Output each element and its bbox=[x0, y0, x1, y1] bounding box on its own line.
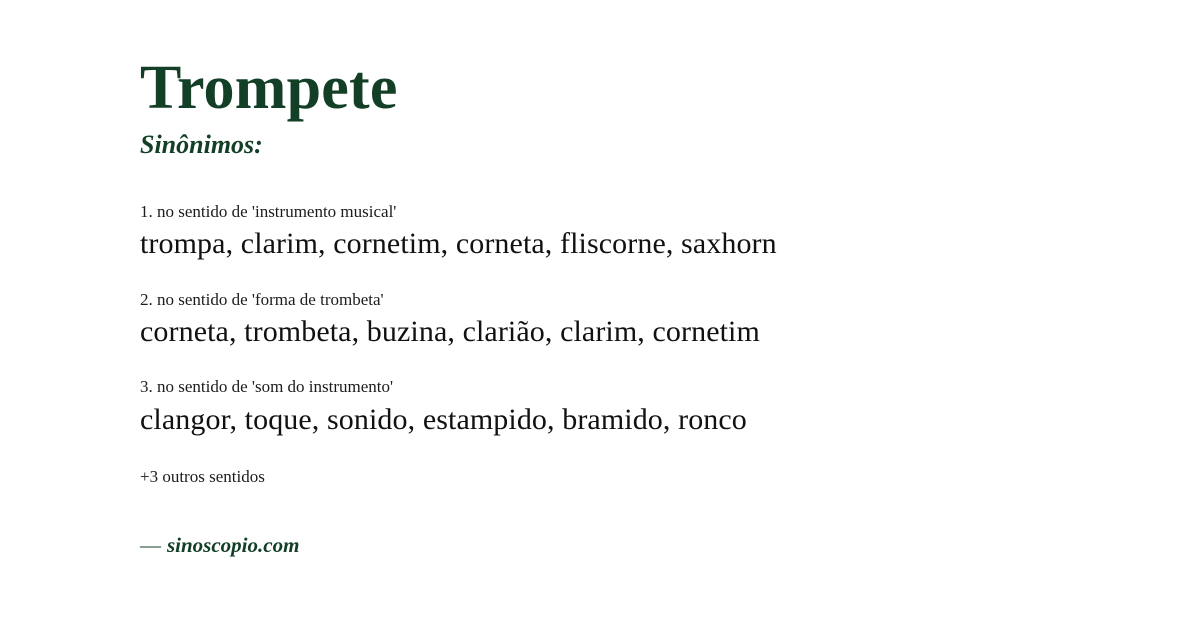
sense-entry bbox=[140, 202, 1120, 263]
sense-synonyms: clangor, toque, sonido, estampido, bramido, ronco bbox=[140, 402, 747, 436]
sense-label: 3. no sentido de 'som do instrumento' bbox=[140, 377, 394, 397]
source-attribution bbox=[140, 533, 1120, 558]
sense-entry bbox=[140, 290, 1120, 351]
page-title: Trompete bbox=[140, 54, 398, 122]
more-senses-note: +3 outros sentidos bbox=[140, 467, 265, 487]
sense-entry bbox=[140, 377, 1120, 438]
em-dash: — bbox=[140, 533, 161, 558]
sense-label: 2. no sentido de 'forma de trombeta' bbox=[140, 289, 384, 309]
source-name: sinoscopio.com bbox=[167, 533, 300, 558]
sense-label: 1. no sentido de 'instrumento musical' bbox=[140, 201, 397, 221]
synonyms-heading: Sinônimos: bbox=[140, 130, 263, 160]
sense-synonyms: corneta, trombeta, buzina, clarião, clarim, cornetim bbox=[140, 314, 760, 348]
senses-list bbox=[140, 202, 1120, 439]
sense-synonyms: trompa, clarim, cornetim, corneta, fliscorne, saxhorn bbox=[140, 227, 777, 261]
